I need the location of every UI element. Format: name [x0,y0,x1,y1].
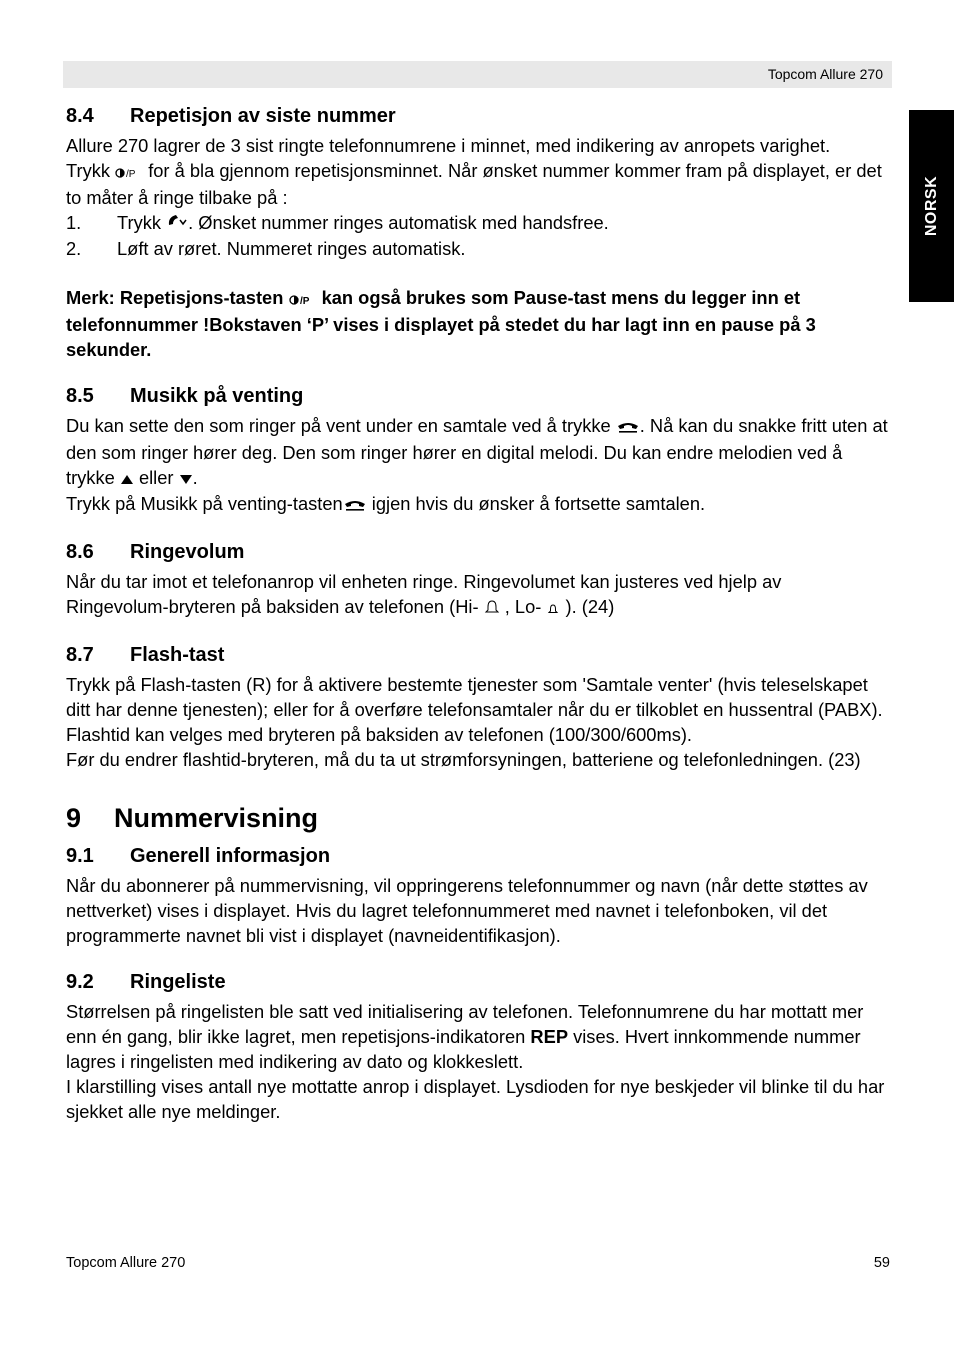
list-item: 2. Løft av røret. Nummeret ringes automatisk. [66,238,466,260]
chapter-number: 9 [66,802,82,833]
header-title: Topcom Allure 270 [767,66,883,82]
hold-music-icon [343,493,367,518]
paragraph: Flashtid kan velges med bryteren på baksiden av telefonen (100/300/600ms). [66,723,692,745]
section-heading [66,844,888,868]
page-header [63,61,892,88]
svg-text:/P: /P [126,168,136,179]
svg-text:/P: /P [299,296,309,307]
list-item: 1. Trykk . Ønsket nummer ringes automatisk med handsfree. [66,210,888,237]
hold-music-icon [616,415,640,440]
paragraph: Du kan sette den som ringer på vent under en samtale ved å trykke . Nå kan du snakke fritt uten at den som ringer hører deg. Den som ringer hører en digital melodi. Du kan endre melodien ved å trykke eller . [66,413,888,491]
bell-lo-icon [546,596,560,621]
section-number: 9.2 [66,970,94,993]
section-title: Musikk på venting [130,385,304,408]
section-8-7 [66,643,888,772]
section-8-6 [66,540,888,621]
section-heading [66,104,888,128]
paragraph: Trykk /P for å bla gjennom repetisjonsminnet. Når ønsket nummer kommer fram på displayet, er det to måter å ringe tilbake på : [66,160,882,208]
page-number: 59 [873,1255,890,1271]
paragraph: Når du abonnerer på nummervisning, vil oppringerens telefonnummer og navn (når dette støttes av nettverket) vises i displayet. Hvis du lagret telefonnummeret med navnet i telefonboken, vil det programmerte navnet bli vist i displayet (navneidentifikasjon). [66,874,868,946]
chapter-title: Nummervisning [114,802,319,833]
section-number: 8.5 [66,385,94,408]
chapter-heading [66,800,888,836]
arrow-down-icon [179,466,193,491]
section-title: Generell informasjon [130,844,331,867]
paragraph: Før du endrer flashtid-bryteren, må du ta ut strømforsyningen, batteriene og telefonledningen. (23) [66,748,861,770]
section-number: 8.7 [66,643,94,666]
redial-pause-icon [115,160,143,185]
section-number: 9.1 [66,844,94,867]
language-tab-label: NORSK [922,175,940,237]
section-title: Ringevolum [130,541,245,564]
section-heading [66,643,888,667]
section-heading [66,384,888,408]
section-9-1 [66,844,888,948]
section-number: 8.4 [66,105,94,127]
section-heading [66,970,888,994]
paragraph: Trykk på Flash-tasten (R) for å aktivere bestemte tjenester som 'Samtale venter' (hvis teleselskapet ditt har denne tjenesten); eller for å overføre telefonsamtaler når du er tilkoblet en hussentral (PABX). [66,673,883,720]
section-title: Flash-tast [130,643,225,666]
note: Merk: Repetisjons-tasten /P kan også brukes som Pause-tast mens du legger inn et telefonnummer !Bokstaven ‘P’ vises i displayet på stedet du har lagt inn en pause på 3 sekunder. [66,287,816,361]
section-title: Ringeliste [130,970,226,993]
footer-title: Topcom Allure 270 [66,1255,186,1271]
paragraph: I klarstilling vises antall nye mottatte anrop i displayet. Lysdioden for nye beskjeder vil blinke til du har sjekket alle nye meldinger. [66,1075,885,1122]
paragraph: Trykk på Musikk på venting-tasten igjen hvis du ønsker å fortsette samtalen. [66,491,888,518]
chapter-9 [66,800,888,836]
bell-hi-icon [484,596,500,621]
paragraph: Når du tar imot et telefonanrop vil enheten ringe. Ringevolumet kan justeres ved hjelp av Ringevolum-bryteren på baksiden av telefonen (Hi- , Lo- ). (24) [66,569,888,621]
redial-pause-icon [289,287,317,312]
section-8-5 [66,384,888,518]
arrow-up-icon [120,466,134,491]
section-9-2 [66,970,888,1124]
page-content [66,104,888,1146]
paragraph: Størrelsen på ringelisten ble satt ved initialisering av telefonen. Telefonnumrene du har mottatt mer enn én gang, blir ikke lagret, men repetisjons-indikatoren REP vises. Hvert innkommende nummer lagres i ringelisten med indikering av dato og klokkeslett. [66,1000,864,1072]
section-heading [66,540,888,564]
handsfree-icon [166,211,188,236]
section-number: 8.6 [66,541,94,564]
section-8-4 [66,104,888,362]
language-tab [909,110,954,302]
rep-indicator: REP [530,1025,569,1047]
section-title: Repetisjon av siste nummer [130,105,396,127]
paragraph: Allure 270 lagrer de 3 sist ringte telefonnumrene i minnet, med indikering av anropets varighet. [66,135,831,156]
